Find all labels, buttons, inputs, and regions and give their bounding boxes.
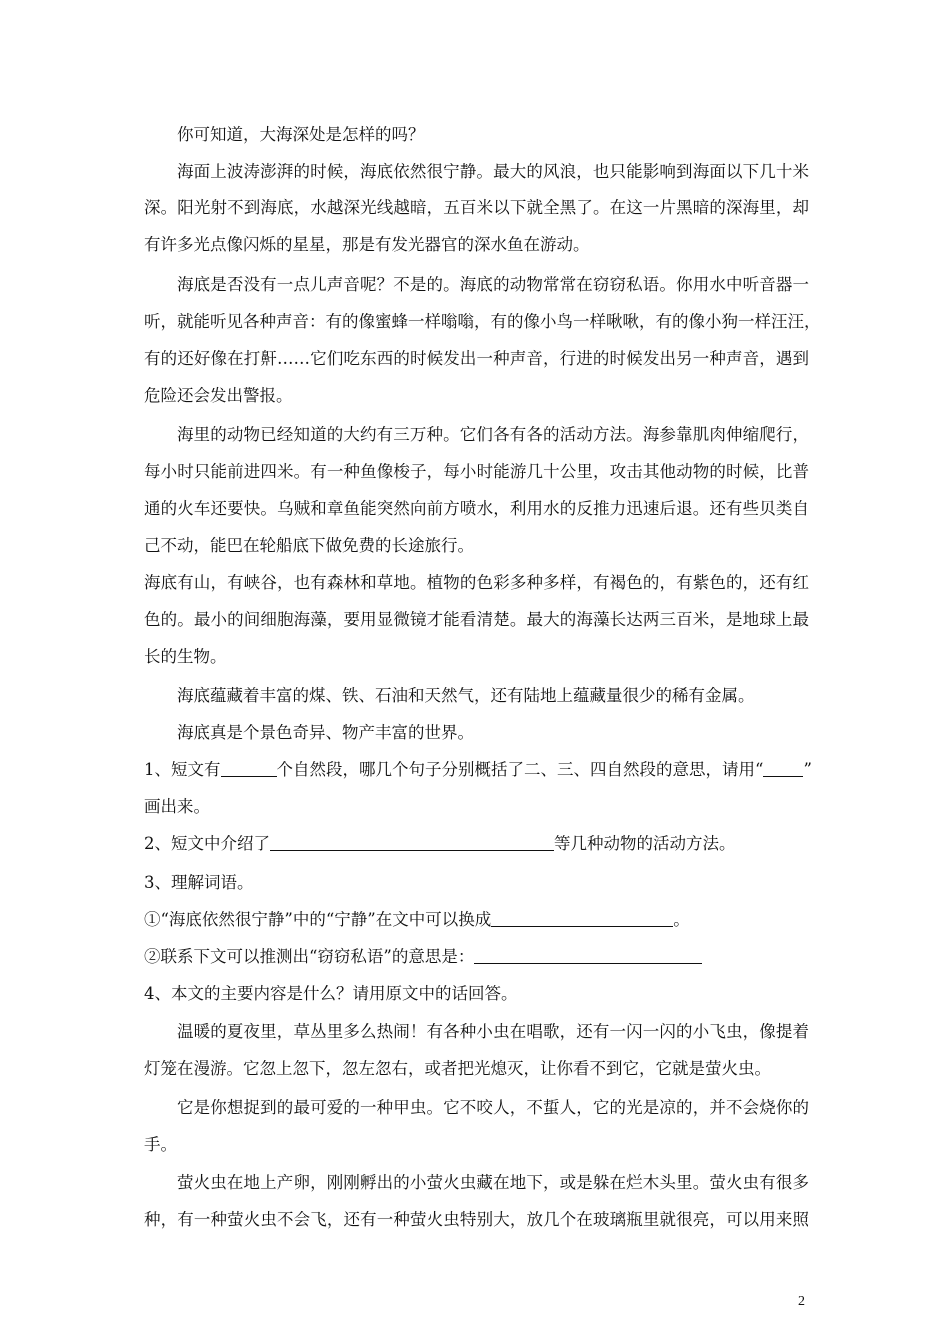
question-text: 个自然段，哪几个句子分别概括了二、三、四自然段的意思，请用“ [276, 760, 764, 779]
paragraph-line: 温暖的夏夜里，草丛里多么热闹！有各种小虫在唱歌，还有一闪一闪的小飞虫，像提着 [177, 1022, 809, 1041]
paragraph-line: 手。 [144, 1135, 177, 1154]
paragraph-line: 它是你想捉到的最可爱的一种甲虫。它不咬人，不蜇人，它的光是凉的，并不会烧你的 [177, 1098, 809, 1117]
answer-blank[interactable] [270, 834, 554, 851]
intro-sentence: 你可知道，大海深处是怎样的吗？ [177, 125, 425, 144]
paragraph-line: 危险还会发出警报。 [144, 386, 293, 405]
question-text: 2、短文中介绍了 [144, 834, 270, 853]
paragraph-line: 海底是否没有一点儿声音呢？不是的。海底的动物常常在窃窃私语。你用水中听音器一 [177, 275, 809, 294]
question-2 [144, 833, 814, 855]
paragraph-line: 己不动，能巴在轮船底下做免费的长途旅行。 [144, 536, 474, 555]
question-1 [144, 759, 814, 781]
paragraph-line: 色的。最小的间细胞海藻，要用显微镜才能看清楚。最大的海藻长达两三百米，是地球上最 [144, 610, 809, 629]
paragraph-line: 有许多光点像闪烁的星星，那是有发光器官的深水鱼在游动。 [144, 235, 590, 254]
question-text: 1、短文有 [144, 760, 221, 779]
question-text: ②联系下文可以推测出“窃窃私语”的意思是： [144, 947, 475, 966]
paragraph-line: 听，就能听见各种声音：有的像蜜蜂一样嗡嗡，有的像小鸟一样啾啾，有的像小狗一样汪汪， [144, 312, 821, 331]
paragraph-line: 有的还好像在打鼾……它们吃东西的时候发出一种声音，行进的时候发出另一种声音，遇到 [144, 349, 809, 368]
question-text: ①“海底依然很宁静”中的“宁静”在文中可以换成 [144, 910, 492, 929]
paragraph-line: 长的生物。 [144, 647, 227, 666]
paragraph-line: 海底有山，有峡谷，也有森林和草地。植物的色彩多种多样，有褐色的，有紫色的，还有红 [144, 573, 809, 592]
paragraph-line: 每小时只能前进四米。有一种鱼像梭子，每小时能游几十公里，攻击其他动物的时候，比普 [144, 462, 809, 481]
question-text: 等几种动物的活动方法。 [554, 834, 736, 853]
answer-blank[interactable] [221, 760, 277, 777]
answer-blank[interactable] [474, 947, 702, 964]
answer-blank[interactable] [491, 910, 673, 927]
paragraph-line: 灯笼在漫游。它忽上忽下，忽左忽右，或者把光熄灭，让你看不到它，它就是萤火虫。 [144, 1059, 771, 1078]
question-text: 。 [673, 910, 690, 929]
question-4: 4、本文的主要内容是什么？请用原文中的话回答。 [144, 984, 518, 1003]
answer-blank [763, 760, 803, 777]
paragraph-line: 深。阳光射不到海底，水越深光线越暗，五百米以下就全黑了。在这一片黑暗的深海里，却 [144, 198, 809, 217]
paragraph-line: 通的火车还要快。乌贼和章鱼能突然向前方喷水，利用水的反推力迅速后退。还有些贝类自 [144, 499, 809, 518]
question-3-2 [144, 946, 814, 968]
page-number: 2 [798, 1294, 805, 1309]
paragraph-line: 海里的动物已经知道的大约有三万种。它们各有各的活动方法。海参靠肌肉伸缩爬行， [177, 425, 809, 444]
question-text: ” [803, 760, 812, 779]
question-3-1 [144, 909, 814, 931]
paragraph-line: 海底蕴藏着丰富的煤、铁、石油和天然气，还有陆地上蕴藏量很少的稀有金属。 [177, 686, 755, 705]
question-3: 3、理解词语。 [144, 873, 254, 892]
paragraph-line: 海面上波涛澎湃的时候，海底依然很宁静。最大的风浪，也只能影响到海面以下几十米 [177, 162, 809, 181]
paragraph-line: 种，有一种萤火虫不会飞，还有一种萤火虫特别大，放几个在玻璃瓶里就很亮，可以用来照 [144, 1210, 809, 1229]
paragraph-line: 萤火虫在地上产卵，刚刚孵出的小萤火虫藏在地下，或是躲在烂木头里。萤火虫有很多 [177, 1173, 809, 1192]
question-1-continued: 画出来。 [144, 797, 210, 816]
paragraph-line: 海底真是个景色奇异、物产丰富的世界。 [177, 723, 474, 742]
